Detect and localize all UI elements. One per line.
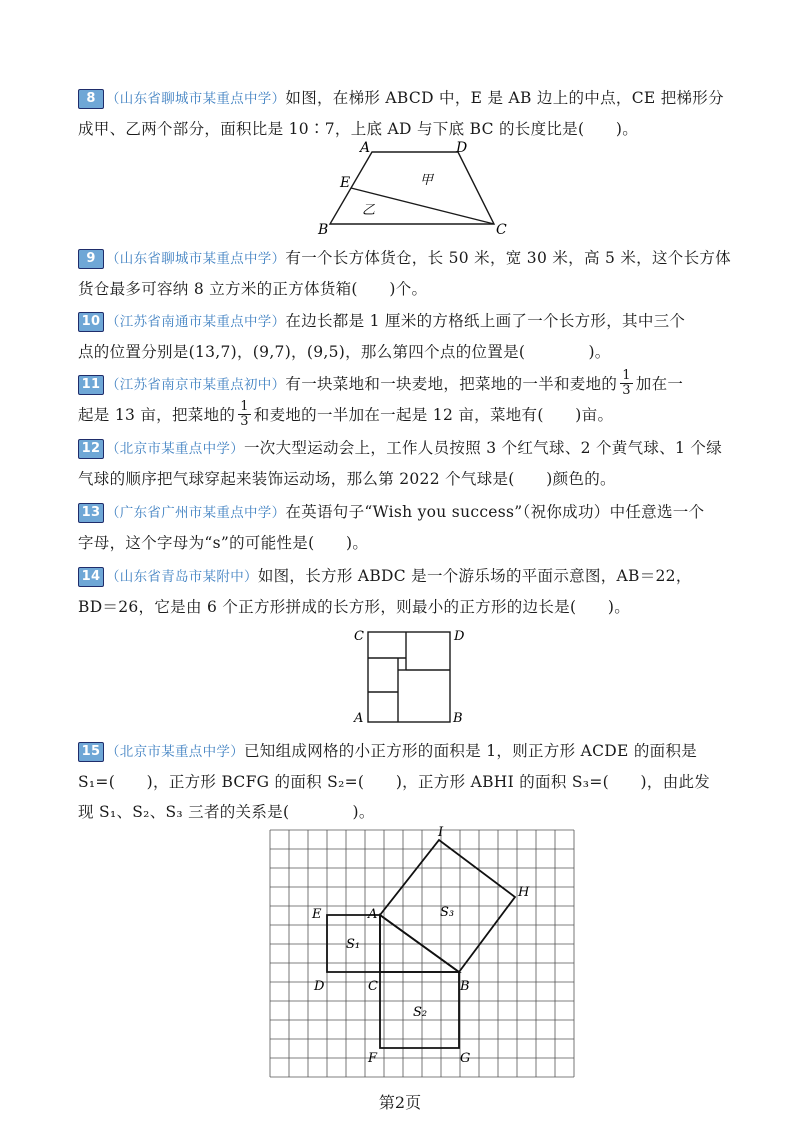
label-S2: S₂ [413, 1005, 428, 1020]
question-source: （山东省聊城市某重点中学） [106, 251, 286, 267]
question-12 [78, 433, 758, 494]
label-B: B [453, 711, 463, 726]
question-source: （北京市某重点中学） [106, 744, 244, 760]
question-source: （山东省聊城市某重点中学） [106, 91, 286, 107]
question-text: 现 S₁、S₂、S₃ 三者的关系是( )。 [78, 803, 375, 821]
label-D: D [456, 140, 468, 156]
label-jia: 甲 [420, 173, 434, 188]
question-text: 气球的顺序把气球穿起来装饰运动场，那么第 2022 个气球是( )颜色的。 [78, 470, 616, 488]
trapezoid-figure [300, 138, 530, 238]
question-number: 11 [78, 375, 104, 395]
question-text: 在边长都是 1 厘米的方格纸上画了一个长方形，其中三个 [285, 312, 686, 330]
question-number: 9 [78, 249, 104, 269]
label-A: A [354, 711, 364, 726]
label-E: E [340, 175, 351, 191]
fraction-one-third: $\frac{1}{3}$ [240, 398, 249, 429]
question-text: 点的位置分别是(13,7)，(9,7)，(9,5)，那么第四个点的位置是( )。 [78, 343, 611, 361]
question-text: 如图，长方形 ABDC 是一个游乐场的平面示意图，AB＝22， [257, 567, 692, 585]
label-C: C [368, 979, 378, 994]
label-yi: 乙 [362, 203, 376, 218]
question-text: 加在一 [635, 375, 684, 393]
question-text: BD＝26，它是由 6 个正方形拼成的长方形，则最小的正方形的边长是( )。 [78, 598, 631, 616]
question-number: 14 [78, 567, 104, 587]
question-14 [78, 561, 758, 622]
label-S1: S₁ [346, 937, 361, 952]
question-10 [78, 306, 758, 367]
question-number: 10 [78, 312, 104, 332]
label-A: A [360, 140, 371, 156]
question-source: （北京市某重点中学） [106, 441, 244, 457]
question-source: （广东省广州市某重点中学） [106, 505, 286, 521]
question-text: 货仓最多可容纳 8 立方米的正方体货箱( )个。 [78, 280, 428, 298]
label-H: H [518, 885, 530, 900]
question-text: 有一块菜地和一块麦地，把菜地的一半和麦地的 [285, 375, 618, 393]
label-C: C [354, 629, 364, 644]
question-text: 起是 13 亩，把菜地的 [78, 406, 236, 424]
label-G: G [460, 1051, 471, 1066]
label-C: C [496, 222, 507, 238]
grid-squares-figure [240, 820, 580, 1085]
page-number: 第2页 [378, 1093, 422, 1112]
question-text: 和麦地的一半加在一起是 12 亩，菜地有( )亩。 [253, 406, 614, 424]
fraction-one-third: $\frac{1}{3}$ [622, 367, 631, 398]
label-S3: S₃ [440, 905, 455, 920]
question-number: 12 [78, 439, 104, 459]
label-B: B [318, 222, 329, 238]
question-9 [78, 243, 758, 304]
label-F: F [368, 1051, 378, 1066]
label-B: B [460, 979, 470, 994]
question-13 [78, 497, 758, 558]
label-E: E [312, 907, 322, 922]
label-I: I [438, 825, 444, 840]
question-11 [78, 369, 758, 431]
question-source: （江苏省南通市某重点中学） [106, 314, 286, 330]
question-text: 一次大型运动会上，工作人员按照 3 个红气球、2 个黄气球、1 个绿 [244, 439, 722, 457]
question-8 [78, 83, 758, 144]
question-text: 如图，在梯形 ABCD 中，E 是 AB 边上的中点，CE 把梯形分 [285, 89, 724, 107]
label-D: D [314, 979, 325, 994]
question-number: 15 [78, 742, 104, 762]
label-D: D [454, 629, 465, 644]
question-source: （江苏省南京市某重点初中） [106, 377, 286, 393]
question-text: 已知组成网格的小正方形的面积是 1，则正方形 ACDE 的面积是 [244, 742, 698, 760]
rectangle-squares-figure [340, 622, 480, 732]
question-text: 在英语句子“Wish you success”（祝你成功）中任意选一个 [285, 503, 705, 521]
question-number: 8 [78, 89, 104, 109]
question-source: （山东省青岛市某附中） [106, 569, 258, 585]
question-text: S₁=( )，正方形 BCFG 的面积 S₂=( )，正方形 ABHI 的面积 S₃=( )，由此发 [78, 773, 711, 791]
question-text: 字母，这个字母为“s”的可能性是( )。 [78, 534, 369, 552]
question-15 [78, 736, 758, 827]
question-text: 有一个长方体货仓，长 50 米，宽 30 米，高 5 米，这个长方体 [285, 249, 731, 267]
label-A: A [368, 907, 378, 922]
question-text: 成甲、乙两个部分，面积比是 10∶7，上底 AD 与下底 BC 的长度比是( )。 [78, 120, 639, 138]
question-number: 13 [78, 503, 104, 523]
